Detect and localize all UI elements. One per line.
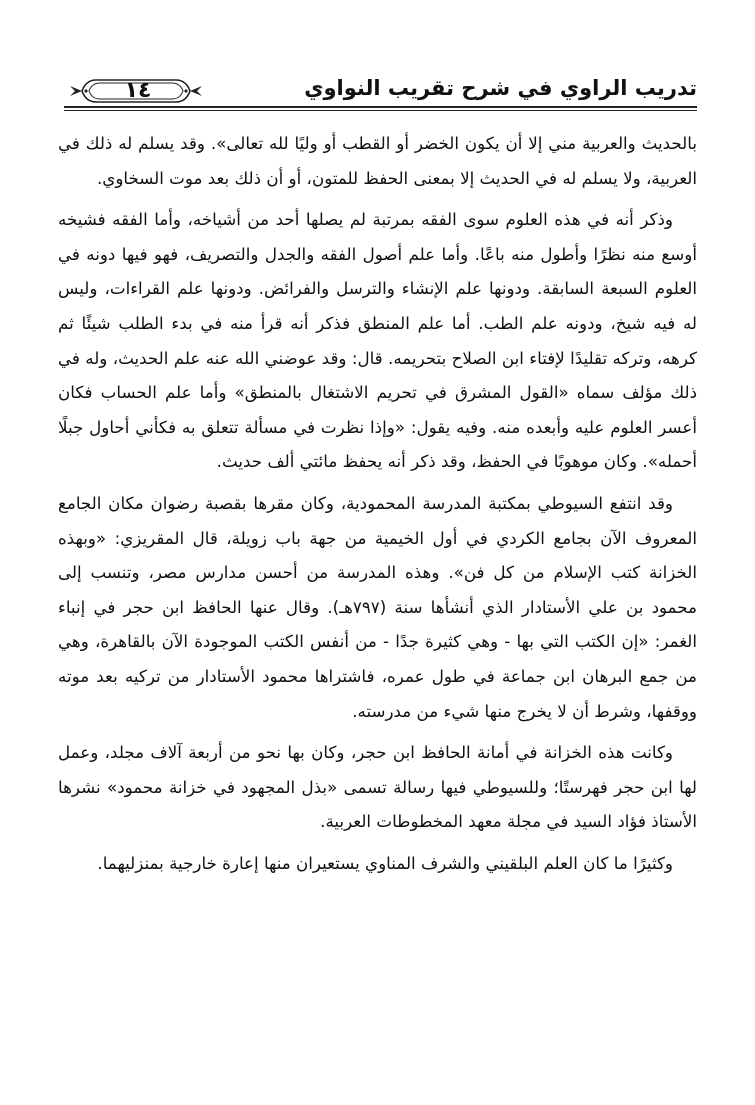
running-title: تدريب الراوي في شرح تقريب النواوي [304, 76, 697, 100]
paragraph-4: وكانت هذه الخزانة في أمانة الحافظ ابن حجر، وكان بها نحو من أربعة آلاف مجلد، وعمل لها ابن حجر فهرستًا؛ وللسيوطي فيها رسالة تسمى «بذل المجهود في خزانة محمود» نشرها الأستاذ فؤاد السيد في مجلة معهد المخطوطات العربية. [58, 742, 697, 832]
paragraph-5: وكثيرًا ما كان العلم البلقيني والشرف المناوي يستعيران منها إعارة خارجية بمنزليهما. [97, 852, 673, 873]
page-number: ١٤ [124, 78, 152, 103]
page-header [64, 74, 697, 114]
header-rule-thin [64, 110, 697, 111]
paragraph-3: وقد انتفع السيوطي بمكتبة المدرسة المحمودية، وكان مقرها بقصبة رضوان مكان الجامع المعروف الآن بجامع الكردي في أول الخيمية من جهة باب زويلة، قال المقريزي: «وبهذه الخزانة كتب الإسلام من كل فن». وهذه المدرسة من أحسن مدارس مصر، وتنسب إلى محمود بن علي الأستادار الذي أنشأها سنة (٧٩٧هـ). وقال عنها الحافظ ابن حجر في إنباء الغمر: «إن الكتب التي بها - وهي كثيرة جدًا - من أنفس الكتب الموجودة الآن بالقاهرة، وهي من جمع البرهان ابن جماعة في طول عمره، فاشتراها محمود الأستادار من تركيه بعد موته ووقفها، وشرط أن لا يخرج منها شيء من مدرسته. [58, 492, 697, 721]
paragraph-1: بالحديث والعربية مني إلا أن يكون الخضر أو القطب أو وليًا لله تعالى». وقد يسلم له ذلك في العربية، ولا يسلم له في الحديث إلا بمعنى الحفظ للمتون، أو أن ذلك بعد موت السخاوي. [58, 133, 697, 188]
body-text [58, 126, 697, 887]
header-rule [64, 106, 697, 108]
page-number-ornament [66, 76, 206, 106]
paragraph-2: وذكر أنه في هذه العلوم سوى الفقه بمرتبة لم يصلها أحد من أشياخه، وأما الفقه فشيخه أوسع منه نظرًا وأطول منه باعًا. وأما علم أصول الفقه والجدل والتصريف، فهو فيها دونه في العلوم السبعة السابقة. ودونها علم الإنشاء والترسل والفرائض. ودونها علم القراءات، وليس له فيه شيخ، ودونه علم الطب. أما علم المنطق فذكر أنه قرأ منه في بدء الطلب شيئًا ثم كرهه، وتركه تقليدًا لإفتاء ابن الصلاح بتحريمه. قال: وقد عوضني الله عنه علم الحديث، وله في ذلك مؤلف سماه «القول المشرق في تحريم الاشتغال بالمنطق» وأما علم الحساب فكان أعسر العلوم عليه وأبعده منه. وفيه يقول: «وإذا نظرت في مسألة تتعلق به فكأني أحاول جبلًا أحمله». وكان موهوبًا في الحفظ، وقد ذكر أنه يحفظ مائتي ألف حديث. [58, 209, 697, 472]
